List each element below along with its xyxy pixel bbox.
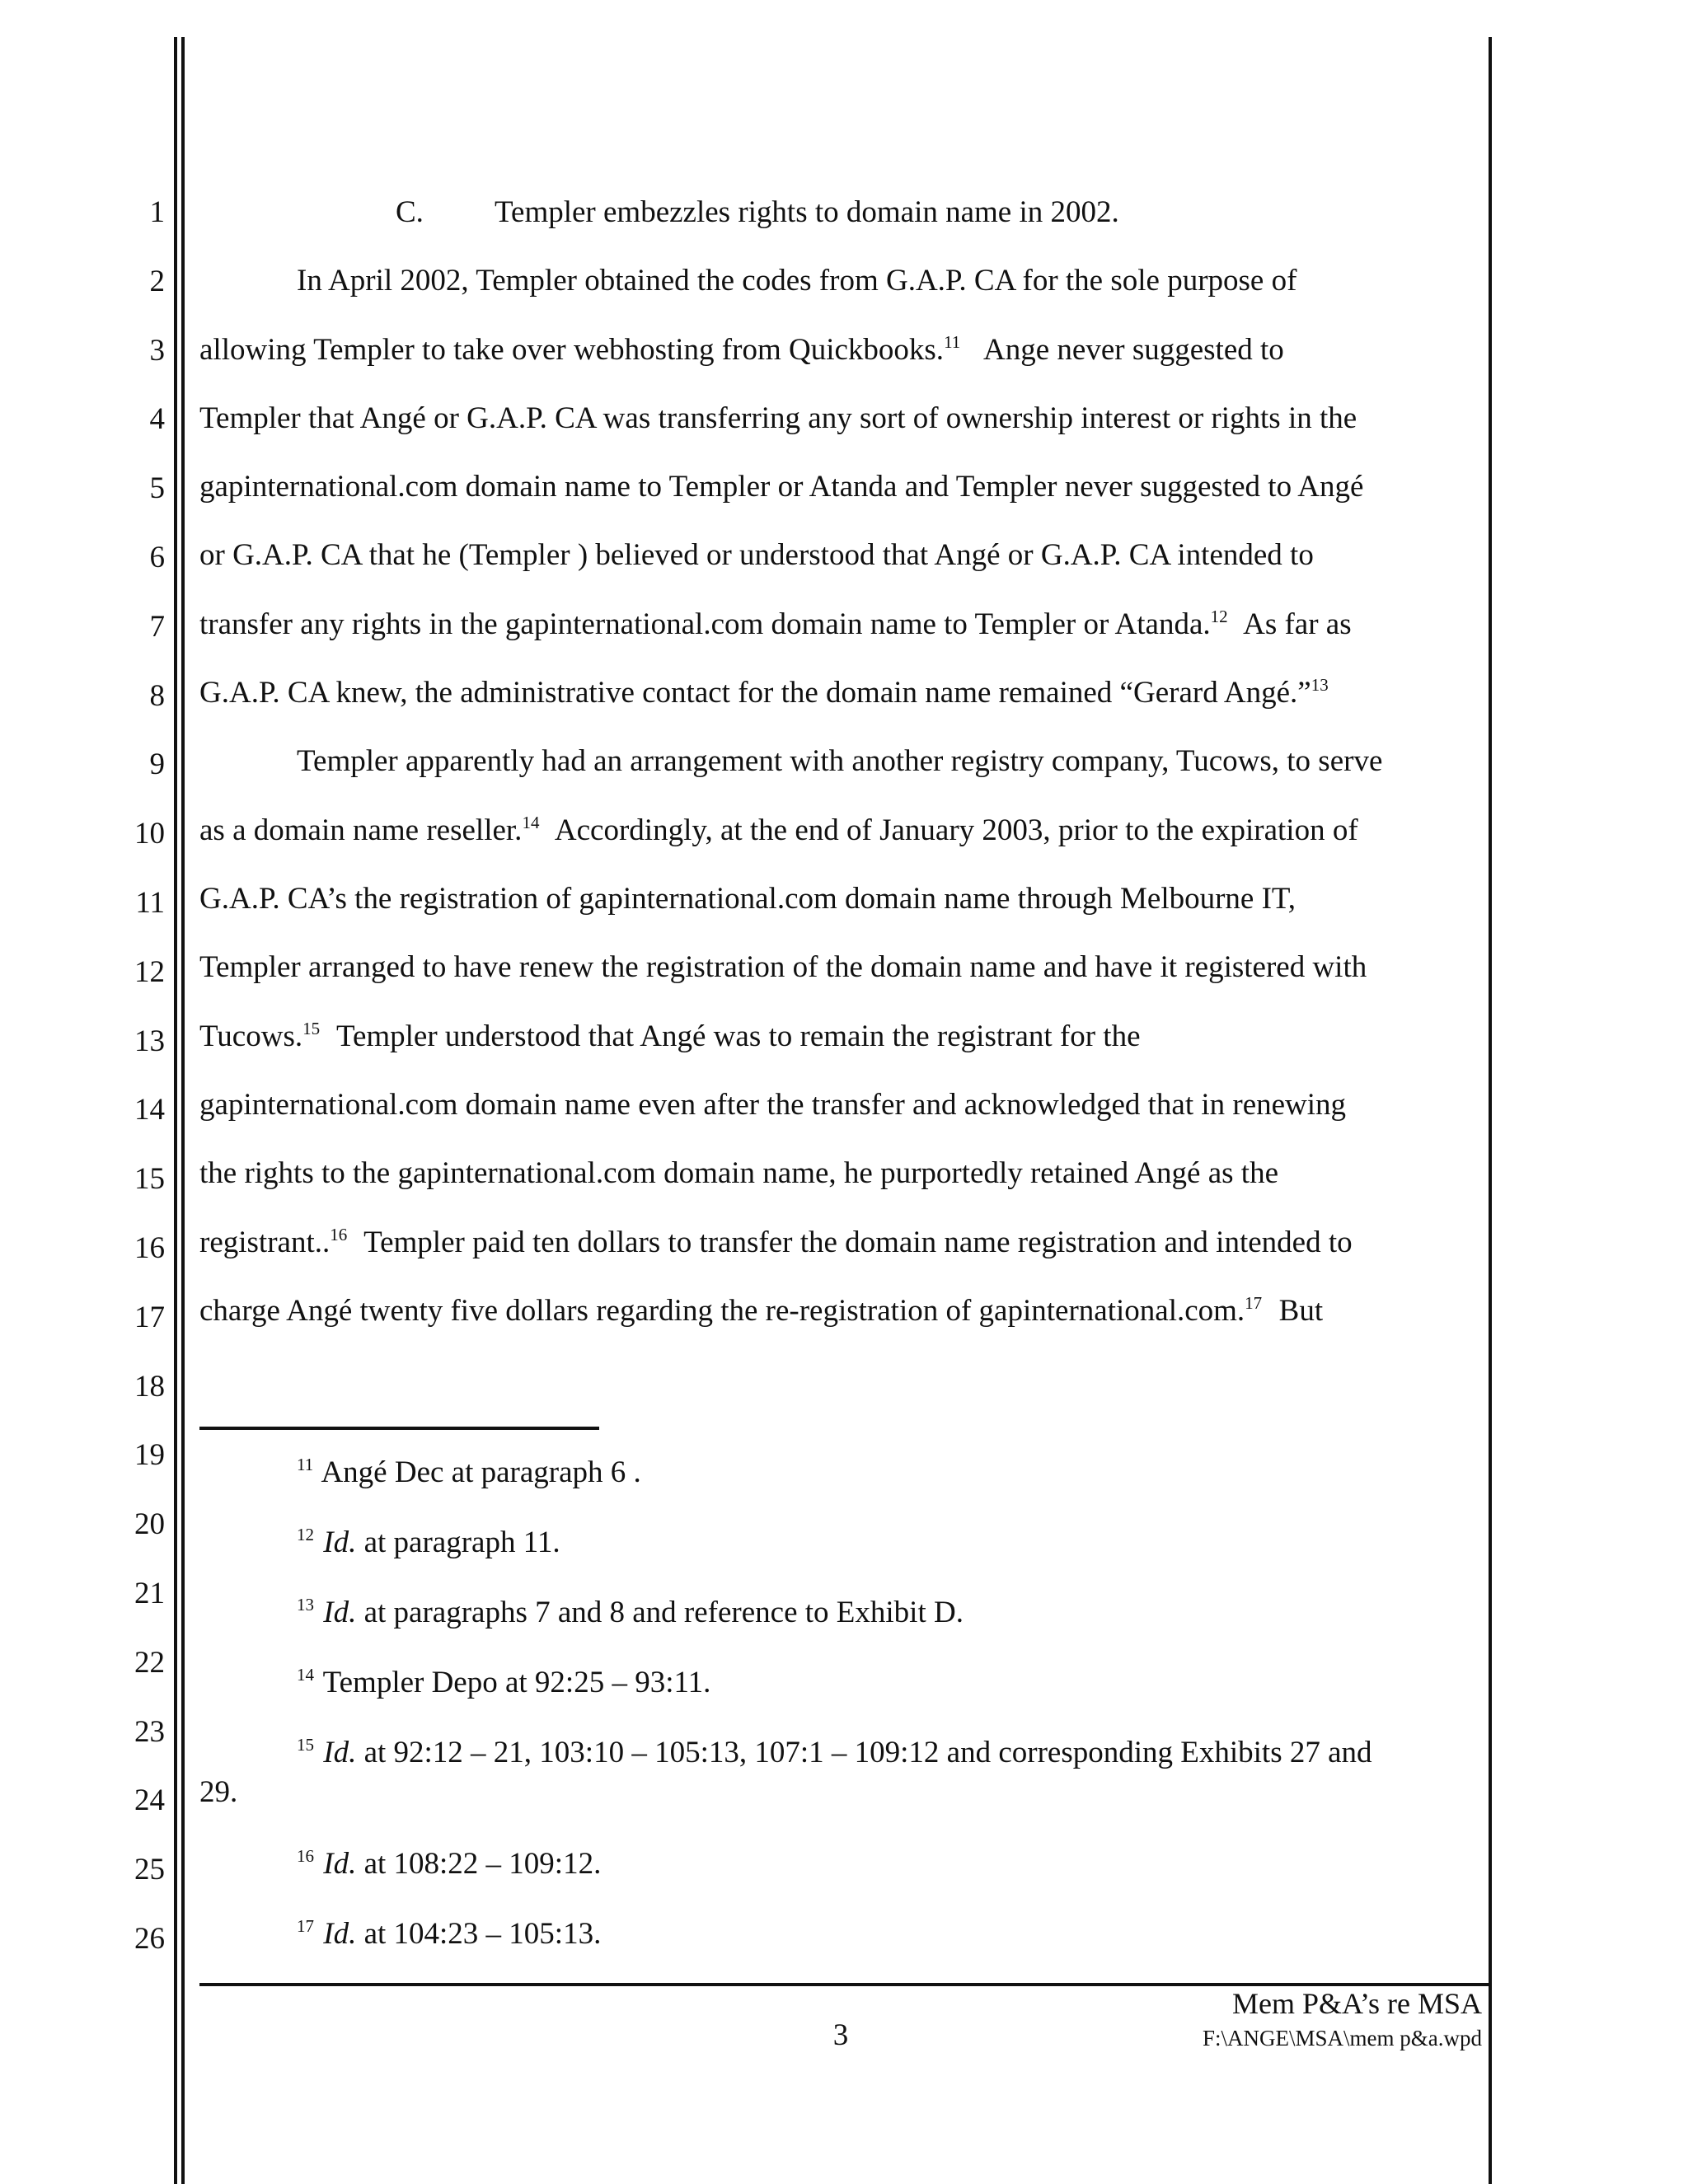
line-number: 14: [134, 1093, 165, 1127]
line-number: 15: [134, 1162, 165, 1196]
line-number: 9: [149, 748, 165, 781]
footnote-13: $^{13}$ Id. at paragraphs 7 and 8 and reference to Exhibit D.: [297, 1595, 964, 1629]
line-number: 24: [134, 1783, 165, 1817]
footnote-ref: 17: [1245, 1293, 1263, 1313]
footnote-14: $^{14}$ Templer Depo at 92:25 – 93:11.: [297, 1665, 711, 1699]
line-number: 17: [134, 1301, 165, 1334]
body-line-17: charge Angé twenty five dollars regarding the re-registration of gapinternational.com.$^{17}$ But: [199, 1293, 1324, 1328]
body-line-2: In April 2002, Templer obtained the codes from G.A.P. CA for the sole purpose of: [297, 264, 1297, 298]
line-number: 20: [134, 1507, 165, 1541]
line-number: 5: [149, 471, 165, 505]
body-line-15: the rights to the gapinternational.com domain name, he purportedly retained Angé as the: [199, 1156, 1279, 1190]
body-line-9: Templer apparently had an arrangement with another registry company, Tucows, to serve: [297, 744, 1383, 778]
footer-title: Mem P&A’s re MSA: [1231, 1987, 1482, 2020]
footnote-ref: 11: [944, 332, 961, 352]
line-number: 23: [134, 1715, 165, 1749]
section-heading: [396, 196, 1119, 229]
body-line-8: G.A.P. CA knew, the administrative contact for the domain name remained “Gerard Angé.”$^{13}$: [199, 675, 1329, 710]
body-line-11: G.A.P. CA’s the registration of gapinternational.com domain name through Melbourne IT,: [199, 882, 1296, 916]
footnote-ref: 13: [1311, 675, 1329, 695]
line-number: 22: [134, 1646, 165, 1680]
line-number: 6: [149, 541, 165, 574]
line-number: 2: [149, 265, 165, 298]
left-margin-rule: [181, 37, 185, 2184]
line-number: 16: [134, 1231, 165, 1265]
line-number: 8: [149, 679, 165, 713]
line-number: 10: [134, 817, 165, 851]
footnote-ref: 16: [330, 1225, 348, 1244]
footnote-ref: 14: [522, 813, 540, 832]
footnote-15: $^{15}$ Id. at 92:12 – 21, 103:10 – 105:13, 107:1 – 109:12 and corresponding Exhibits 27 and: [297, 1735, 1372, 1769]
line-number: 4: [149, 402, 165, 436]
body-line-4: Templer that Angé or G.A.P. CA was transferring any sort of ownership interest or rights in the: [199, 401, 1357, 435]
page-number: 3: [832, 2018, 849, 2052]
line-number: 13: [134, 1024, 165, 1058]
line-number: 12: [134, 955, 165, 989]
line-number: 19: [134, 1438, 165, 1472]
line-number: 26: [134, 1922, 165, 1956]
line-number: 3: [149, 334, 165, 368]
body-line-12: Templer arranged to have renew the registration of the domain name and have it registered with: [199, 950, 1367, 984]
body-line-14: gapinternational.com domain name even after the transfer and acknowledged that in renewing: [199, 1088, 1347, 1122]
body-line-13: Tucows.$^{15}$ Templer understood that Angé was to remain the registrant for the: [199, 1019, 1141, 1053]
body-line-3: allowing Templer to take over webhosting from Quickbooks.$^{11}$ Ange never suggested to: [199, 332, 1284, 367]
left-margin-rule: [174, 37, 177, 2184]
footnote-12: $^{12}$ Id. at paragraph 11.: [297, 1525, 560, 1559]
footer-path: F:\ANGE\MSA\mem p&a.wpd: [1202, 2026, 1482, 2050]
line-number: 7: [149, 610, 165, 644]
section-letter: C.: [396, 195, 424, 229]
footnote-11: $^{11}$ Angé Dec at paragraph 6 .: [297, 1455, 641, 1489]
section-title: Templer embezzles rights to domain name in 2002.: [495, 195, 1119, 229]
line-number: 11: [135, 886, 165, 920]
body-line-16: registrant..$^{16}$ Templer paid ten dollars to transfer the domain name registration and intended to: [199, 1225, 1353, 1259]
body-line-5: gapinternational.com domain name to Templer or Atanda and Templer never suggested to Angé: [199, 470, 1364, 504]
footnote-separator: [199, 1427, 599, 1430]
body-line-10: as a domain name reseller.$^{14}$ Accordingly, at the end of January 2003, prior to the expiration of: [199, 813, 1358, 847]
body-line-6: or G.A.P. CA that he (Templer ) believed or understood that Angé or G.A.P. CA intended to: [199, 538, 1314, 572]
line-number: 25: [134, 1853, 165, 1886]
body-line-7: transfer any rights in the gapinternational.com domain name to Templer or Atanda.$^{12}$ As far as: [199, 607, 1352, 641]
line-number: 18: [134, 1370, 165, 1404]
footnote-16: $^{16}$ Id. at 108:22 – 109:12.: [297, 1846, 602, 1881]
line-number: 1: [149, 195, 165, 229]
footnote-17: $^{17}$ Id. at 104:23 – 105:13.: [297, 1916, 602, 1951]
footnote-ref: 15: [302, 1019, 321, 1038]
footnote-15-continuation: 29.: [199, 1775, 238, 1809]
line-number: 21: [134, 1577, 165, 1610]
right-margin-rule: [1489, 37, 1492, 2184]
footnote-ref: 12: [1210, 607, 1228, 626]
